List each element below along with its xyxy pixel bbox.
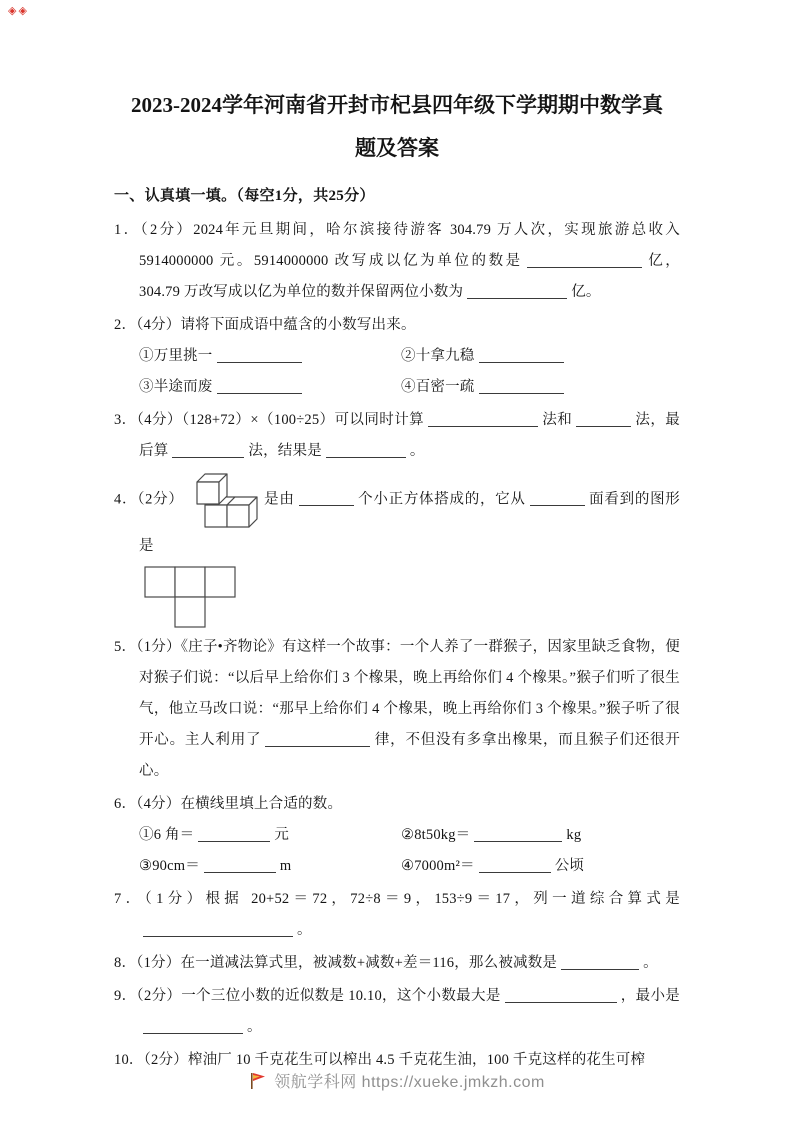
question-text: 4．（2分） (114, 491, 184, 508)
question-text: 。 (297, 922, 312, 938)
question-text: ③半途而废 (139, 379, 213, 395)
footer-url: https://xueke.jmkzh.com (361, 1074, 545, 1091)
question-column-item (401, 820, 680, 851)
question-text: 公顷 (554, 858, 585, 874)
stacked-cubes-svg (189, 469, 259, 531)
question-line (114, 372, 680, 403)
question-line (114, 566, 680, 630)
question-text: ②十拿九稳 (401, 348, 475, 364)
question-text: 。 (247, 1019, 262, 1035)
question-line (114, 341, 680, 372)
question-9 (114, 981, 680, 1043)
content-area (114, 84, 680, 1078)
question-6 (114, 789, 680, 882)
footer-site-name: 领航学科网 (274, 1074, 357, 1091)
answer-blank (204, 857, 276, 873)
square-grid-figure (144, 566, 238, 630)
question-text: 10．（2分）榨油厂 10 千克花生可以榨出 4.5 千克花生油，100 千克这样的花生可榨 (114, 1052, 646, 1068)
answer-blank (143, 921, 293, 937)
question-1 (114, 215, 680, 308)
answer-blank (479, 378, 564, 394)
question-5 (114, 632, 680, 787)
question-text: 个小正方体搭成的，它从 (357, 491, 526, 508)
question-column-item (401, 372, 680, 403)
question-text: 5．（1分）《庄子•齐物论》有这样一个故事：一个人养了一群猴子，因家里缺乏食物，便对猴子们说：“以后早上给你们 3 个橡果，晚上再给你们 4 个橡果。”猴子们听了很生气，他立马改口说：“那早上给你们 4 个橡果，晚上再给你们 3 个橡果。”猴子听了很开心。主人利用了 (114, 639, 680, 748)
corner-seal-icon: ◈◈ (8, 5, 29, 17)
question-text: 3．（4分）（128+72）×（100÷25）可以同时计算 (114, 412, 425, 428)
question-text: 律，不但没有多拿出橡果，而且猴子们还很开心。 (139, 732, 681, 779)
question-line (114, 820, 680, 851)
answer-blank (479, 347, 564, 363)
question-text: 1．（2分）2024年元旦期间，哈尔滨接待游客 304.79 万人次，实现旅游总收入 5914000000 元。5914000000 改写成以亿为单位的数是 (114, 222, 680, 269)
question-text: ③90cm＝ (139, 858, 200, 874)
question-text: 法，最后算 (139, 412, 680, 459)
question-text: 法，结果是 (248, 443, 322, 459)
question-3 (114, 405, 680, 467)
question-text: 。 (643, 955, 658, 971)
answer-blank (527, 252, 642, 268)
question-text: kg (566, 827, 582, 843)
question-text: ①6 角＝ (139, 827, 195, 843)
answer-blank (326, 442, 406, 458)
footer (0, 1069, 793, 1096)
question-line (114, 851, 680, 882)
question-text: 9．（2分）一个三位小数的近似数是 10.10，这个小数最大是 (114, 988, 501, 1004)
question-line (114, 469, 680, 562)
question-text: m (279, 858, 292, 874)
question-2 (114, 310, 680, 403)
answer-blank (505, 987, 617, 1003)
question-line (114, 789, 680, 820)
question-text: 亿。 (571, 284, 601, 300)
question-text: 面看到的图形是 (139, 491, 681, 554)
page-title (114, 84, 680, 170)
question-line (114, 632, 680, 787)
question-line (114, 310, 680, 341)
section-heading: 一、认真填一填。（每空1分，共25分） (114, 188, 375, 204)
answer-blank (428, 411, 538, 427)
question-column-item (139, 820, 401, 851)
question-text: ①万里挑一 (139, 348, 213, 364)
question-text: ④7000m²＝ (401, 858, 475, 874)
stacked-cubes-figure (189, 469, 259, 531)
questions (114, 215, 680, 1076)
square-grid-svg (144, 566, 238, 630)
answer-blank (530, 490, 585, 506)
question-line (114, 948, 680, 979)
question-column-item (401, 851, 680, 882)
question-4 (114, 469, 680, 630)
question-line (114, 884, 680, 946)
answer-blank (265, 731, 370, 747)
answer-blank (474, 826, 562, 842)
question-text: ，最小是 (620, 988, 680, 1004)
question-line (114, 405, 680, 467)
answer-blank (172, 442, 244, 458)
question-text: 亿，304.79 万改写成以亿为单位的数并保留两位小数为 (139, 253, 681, 300)
question-text: 2．（4分）请将下面成语中蕴含的小数写出来。 (114, 317, 416, 333)
title-line-1: 2023-2024学年河南省开封市杞县四年级下学期期中数学真 (131, 93, 663, 117)
question-text: ④百密一疏 (401, 379, 475, 395)
question-text: 元 (274, 827, 290, 843)
answer-blank (299, 490, 354, 506)
question-column-item (139, 851, 401, 882)
answer-blank (467, 283, 567, 299)
footer-logo-icon (248, 1071, 268, 1096)
question-column-item (139, 372, 401, 403)
question-text: 。 (409, 443, 425, 459)
answer-blank (576, 411, 631, 427)
question-line (114, 215, 680, 308)
question-text: 6．（4分）在横线里填上合适的数。 (114, 796, 343, 812)
question-text: 8．（1分）在一道减法算式里，被减数+减数+差＝116，那么被减数是 (114, 955, 558, 971)
question-column-item (139, 341, 401, 372)
question-text: 是由 (263, 491, 295, 508)
question-column-item (401, 341, 680, 372)
answer-blank (479, 857, 551, 873)
answer-blank (217, 347, 302, 363)
answer-blank (198, 826, 270, 842)
question-text: 7．（1分）根据 20+52＝72，72÷8＝9，153÷9＝17，列一道综合算式是 (114, 891, 680, 907)
question-text: ②8t50kg＝ (401, 827, 471, 843)
answer-blank (561, 954, 639, 970)
answer-blank (217, 378, 302, 394)
title-line-2: 题及答案 (355, 136, 439, 160)
question-7 (114, 884, 680, 946)
question-8 (114, 948, 680, 979)
question-line (114, 981, 680, 1043)
answer-blank (143, 1018, 243, 1034)
question-text: 法和 (542, 412, 573, 428)
